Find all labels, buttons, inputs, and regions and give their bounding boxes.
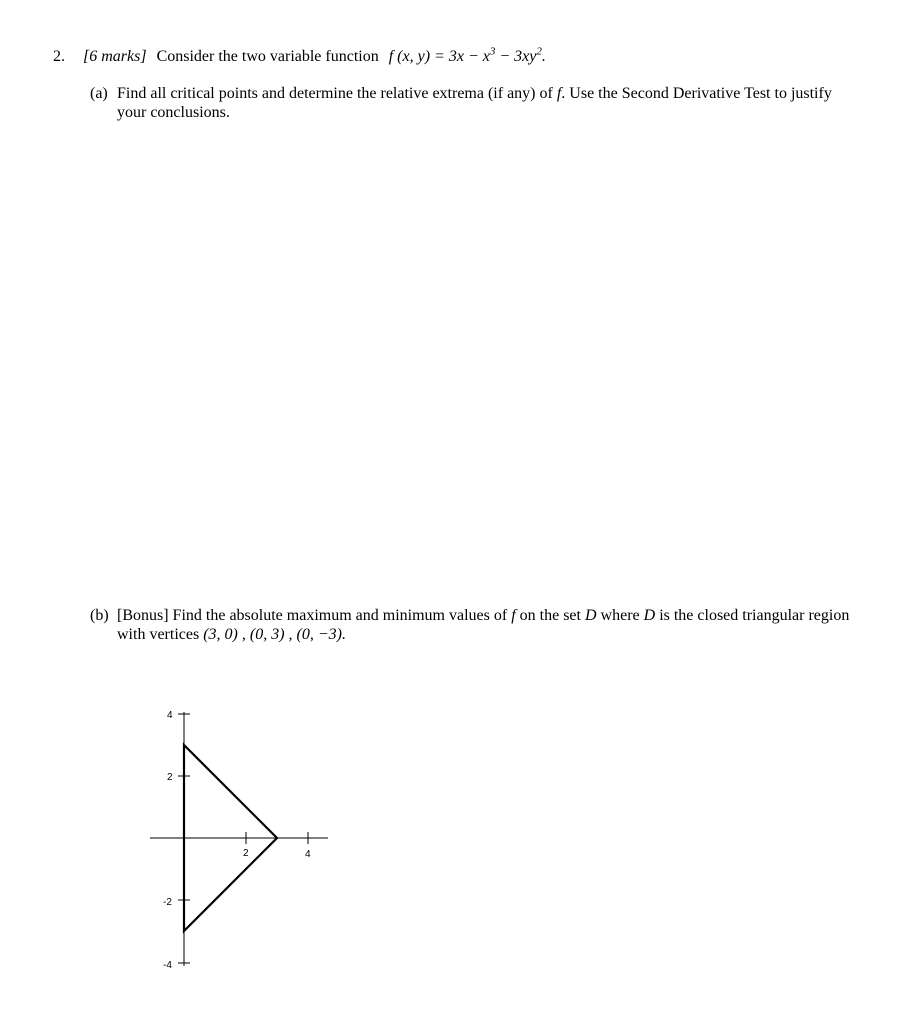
triangle-graph <box>140 700 340 975</box>
question-header <box>53 45 546 66</box>
part-a <box>90 84 850 122</box>
part-a-label: (a) <box>90 85 108 102</box>
question-number: 2. <box>53 48 65 65</box>
y-tick-label-neg4: -4 <box>163 960 172 971</box>
part-a-text: Find all critical points and determine the relative extrema (if any) of f. Use the Second Derivative Test to justify your conclusions. <box>117 85 832 121</box>
x-tick-label-2: 2 <box>243 848 249 859</box>
part-b <box>90 606 850 644</box>
vertices-list: (3, 0) , (0, 3) , (0, −3). <box>203 626 346 643</box>
question-marks: [6 marks] <box>83 48 147 65</box>
y-tick-label-neg2: -2 <box>163 897 172 908</box>
part-b-label: (b) <box>90 607 109 624</box>
part-b-text: [Bonus] Find the absolute maximum and minimum values of f on the set D where D is the closed triangular region with vertices (3, 0) , (0, 3) , (0, −3). <box>117 607 850 643</box>
y-tick-label-4: 4 <box>167 710 173 721</box>
function-expression: f (x, $y) = 3x - x^3 - 3xy^2$. <box>388 45 546 65</box>
y-tick-label-2: 2 <box>167 772 173 783</box>
question-intro: Consider the two variable function <box>156 48 379 65</box>
x-tick-label-4: 4 <box>305 849 311 860</box>
